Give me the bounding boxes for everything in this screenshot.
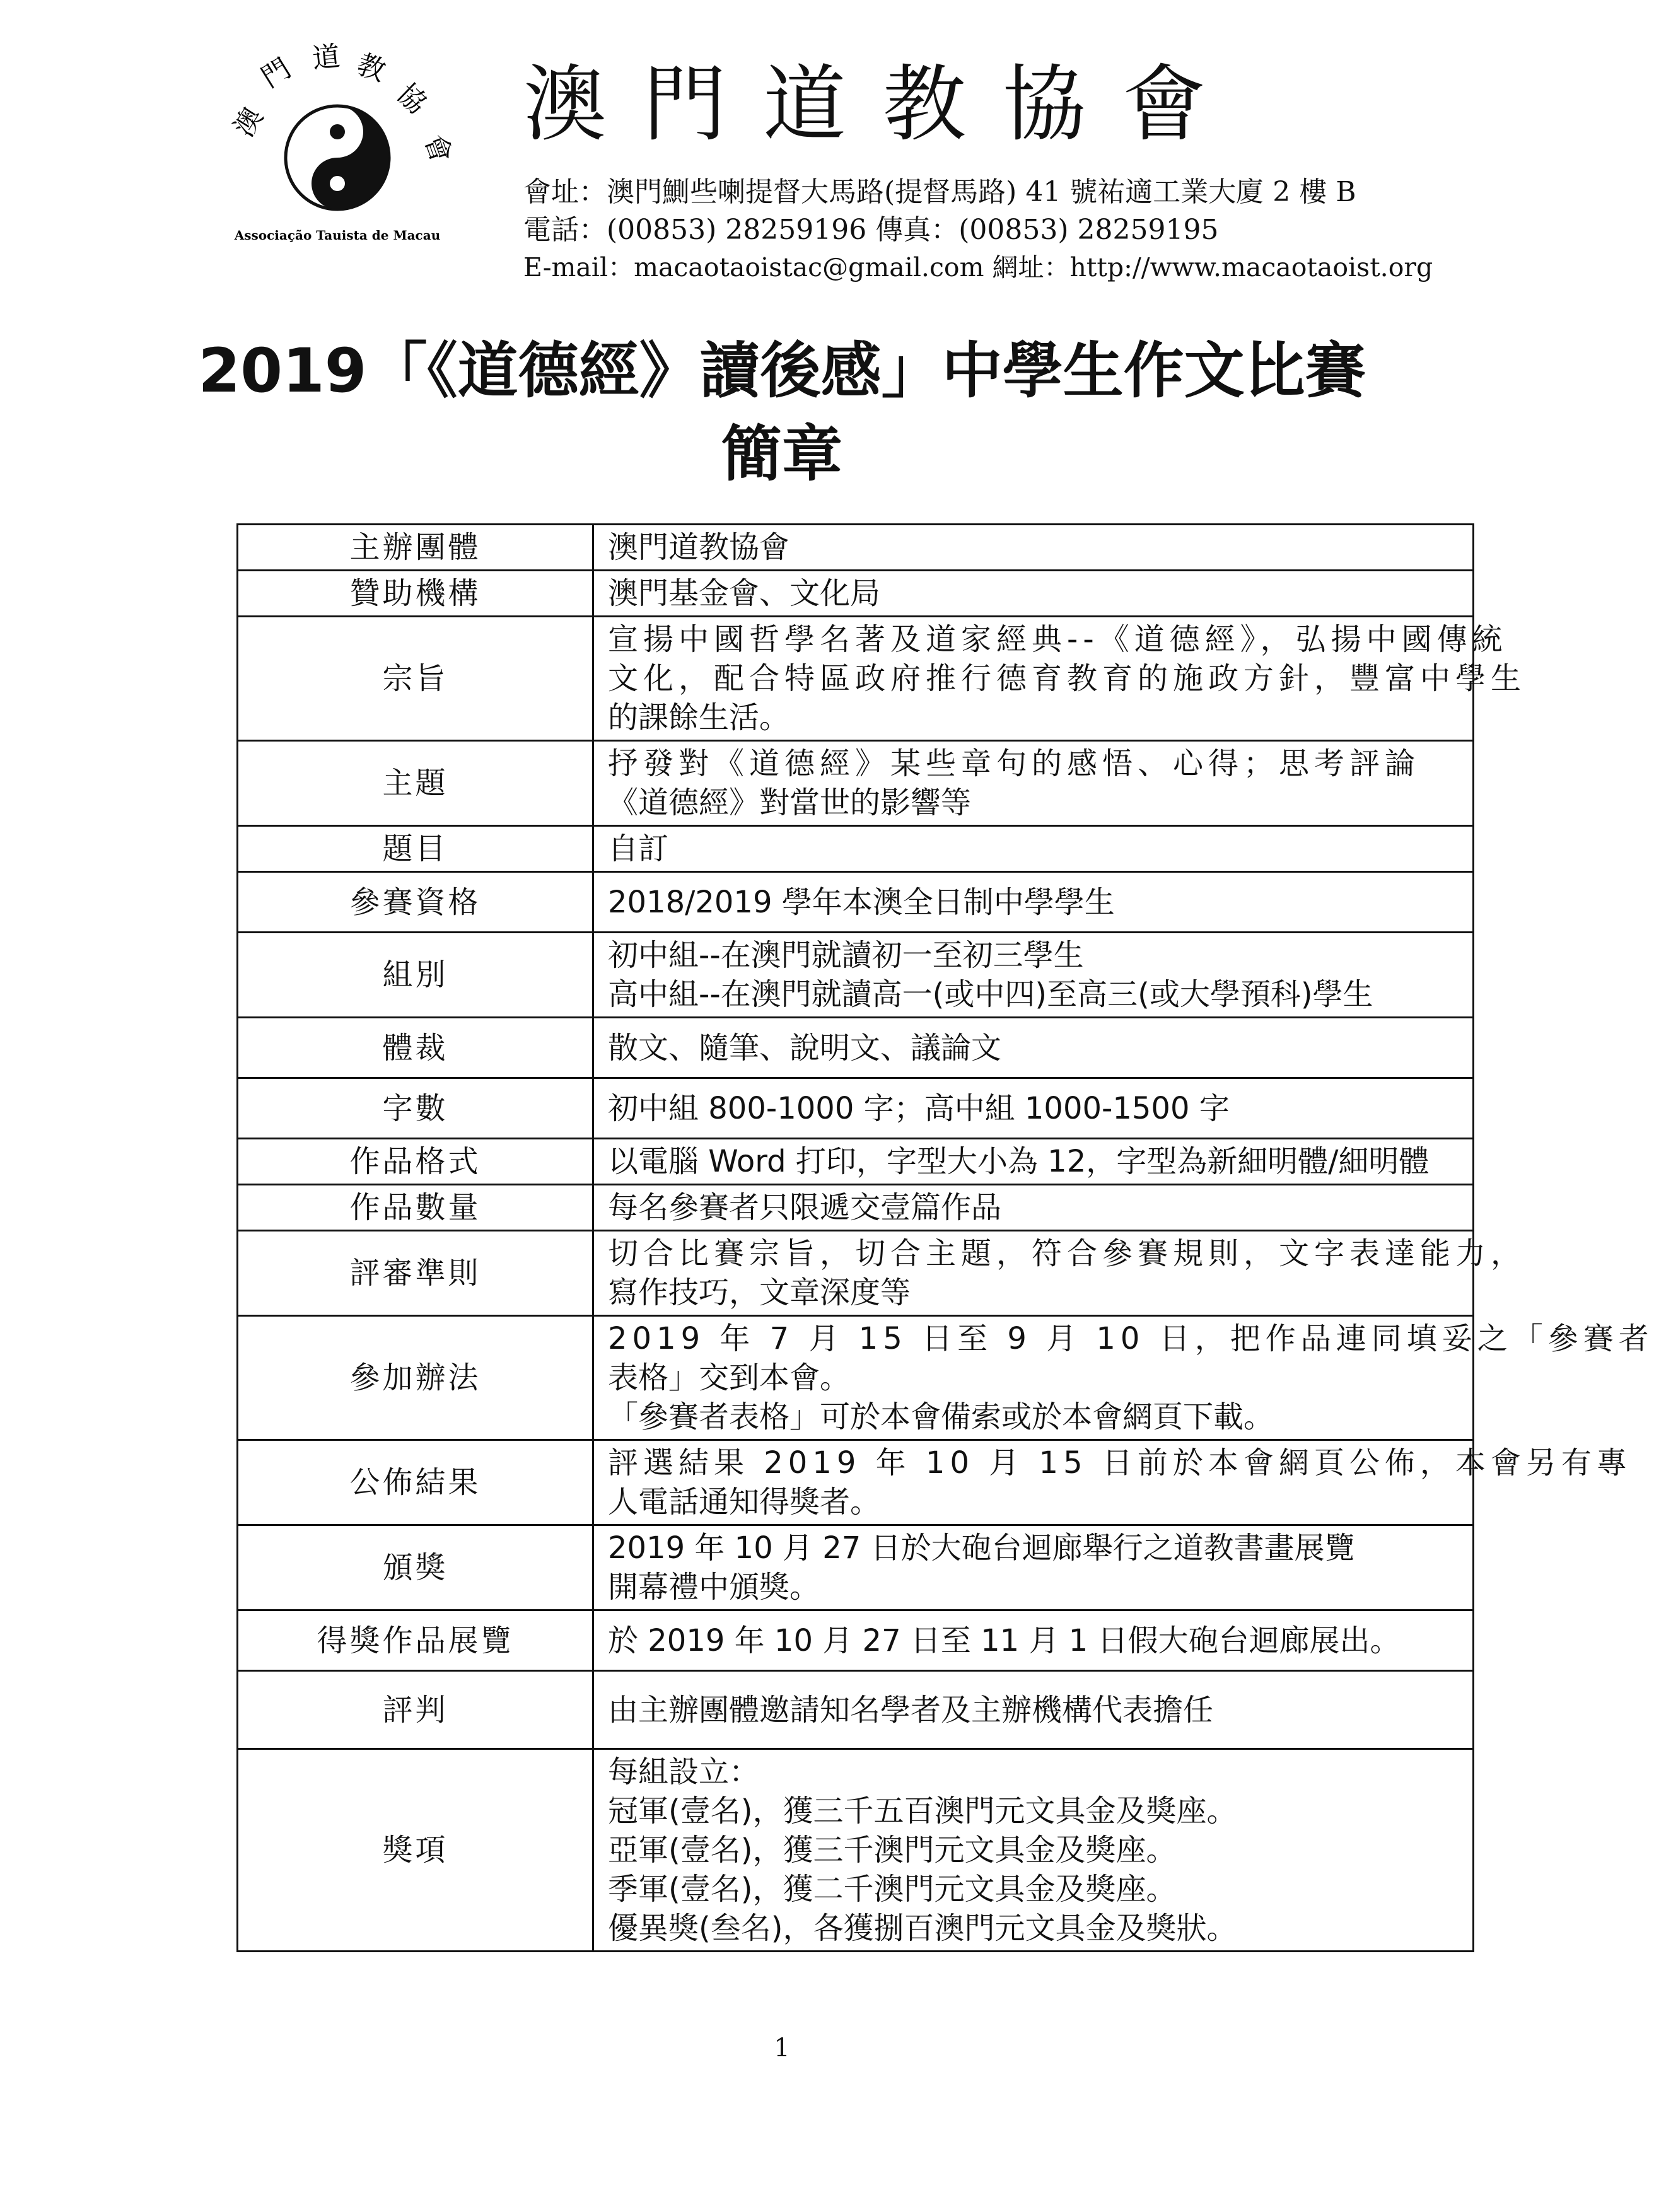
rules-row-value-line: 初中組 800-1000 字；高中組 1000-1500 字 (608, 1090, 1230, 1126)
rules-row (238, 1440, 1474, 1525)
logo-ring-char: 協 (390, 78, 433, 120)
logo-ring-char: 澳 (228, 102, 270, 143)
rules-row (238, 571, 1474, 617)
rules-row-label: 主辦團體 (238, 525, 593, 571)
rules-row (238, 1185, 1474, 1231)
rules-row-value (593, 1078, 1474, 1139)
logo-ring-char: 門 (255, 52, 297, 95)
rules-row-value (593, 1316, 1654, 1440)
rules-row-value (593, 741, 1474, 826)
rules-row-label: 獎項 (238, 1749, 593, 1952)
rules-row-label: 組別 (238, 933, 593, 1018)
rules-row-label: 贊助機構 (238, 571, 593, 617)
rules-row-label: 作品數量 (238, 1185, 593, 1231)
logo-caption: Associação Tauista de Macau (234, 228, 441, 243)
rules-row-label: 題目 (238, 826, 593, 872)
email-web-line: E-mail：macaotaoistac@gmail.com 網址：http://www.macaotaoist.org (523, 252, 1433, 282)
rules-row-value-line: 的課餘生活。 (608, 700, 790, 735)
rules-row (238, 1078, 1474, 1139)
rules-row-value-line: 寫作技巧，文章深度等 (608, 1275, 911, 1310)
rules-row-label: 字數 (238, 1078, 593, 1139)
rules-row-value-line: 每名參賽者只限遞交壹篇作品 (608, 1190, 1002, 1225)
rules-row-value-line: 於 2019 年 10 月 27 日至 11 月 1 日假大砲台迴廊展出。 (608, 1622, 1401, 1658)
rules-row-label: 主題 (238, 741, 593, 826)
rules-row (238, 933, 1474, 1018)
address-line: 會址：澳門鰂些喇提督大馬路(提督馬路) 41 號祐適工業大廈 2 樓 B (523, 176, 1356, 208)
rules-row-label: 評判 (238, 1671, 593, 1749)
rules-row-label: 參賽資格 (238, 872, 593, 933)
rules-row-label: 評審準則 (238, 1231, 593, 1316)
rules-row-value (593, 1139, 1474, 1185)
rules-row (238, 1671, 1474, 1749)
document-subtitle: 簡章 (721, 419, 842, 489)
yin-yang-logo-icon (224, 40, 458, 246)
logo-ring-char: 教 (352, 48, 390, 88)
logo-ring-char: 會 (417, 130, 458, 168)
phone-fax-line: 電話：(00853) 28259196 傳真：(00853) 28259195 (523, 214, 1219, 246)
document-title: 2019「《道德經》讀後感」中學生作文比賽 (198, 335, 1366, 406)
rules-row (238, 1525, 1474, 1610)
rules-row-value-line: 散文、隨筆、說明文、議論文 (608, 1030, 1002, 1066)
rules-row-value-line: 初中組--在澳門就讀初一至初三學生 (608, 938, 1084, 973)
rules-row-value (593, 1231, 1527, 1316)
rules-row-value-line: 人電話通知得獎者。 (608, 1484, 881, 1520)
rules-row (238, 617, 1474, 741)
rules-row-value (593, 1440, 1632, 1525)
rules-row-value-line: 文化，配合特區政府推行德育教育的施政方針，豐富中學生 (608, 661, 1527, 696)
rules-row-value-line: 每組設立： (608, 1754, 760, 1790)
rules-row-value-line: 「參賽者表格」可於本會備索或於本會網頁下載。 (608, 1399, 1274, 1435)
page-number: 1 (774, 2034, 790, 2063)
rules-row (238, 525, 1474, 571)
rules-row (238, 1139, 1474, 1185)
rules-row-value (593, 1610, 1474, 1671)
rules-row-label: 公佈結果 (238, 1440, 593, 1525)
rules-row-label: 體裁 (238, 1018, 593, 1078)
logo-ring-char: 道 (310, 40, 342, 75)
rules-row (238, 826, 1474, 872)
rules-row-value-line: 2019 年 7 月 15 日至 9 月 10 日，把作品連同填妥之「參賽者 (608, 1321, 1654, 1356)
rules-row-value-line: 宣揚中國哲學名著及道家經典--《道德經》，弘揚中國傳統 (608, 622, 1508, 657)
rules-row-label: 作品格式 (238, 1139, 593, 1185)
rules-row-value-line: 高中組--在澳門就讀高一(或中四)至高三(或大學預科)學生 (608, 977, 1373, 1012)
rules-row-value (593, 826, 1474, 872)
rules-row-value-line: 2019 年 10 月 27 日於大砲台迴廊舉行之道教書畫展覽 (608, 1530, 1355, 1566)
rules-row-value-line: 季軍(壹名)，獲二千澳門元文具金及獎座。 (608, 1871, 1177, 1907)
rules-row-value (593, 571, 1474, 617)
rules-row-value (593, 525, 1474, 571)
rules-row (238, 872, 1474, 933)
rules-row-value (593, 1749, 1474, 1952)
rules-row-value-line: 切合比賽宗旨，切合主題，符合參賽規則，文字表達能力， (608, 1236, 1527, 1271)
rules-table (236, 523, 1654, 1952)
rules-row-label: 宗旨 (238, 617, 593, 741)
rules-row-value-line: 亞軍(壹名)，獲三千澳門元文具金及獎座。 (608, 1832, 1177, 1868)
rules-row (238, 1018, 1474, 1078)
rules-row-value (593, 933, 1474, 1018)
rules-row-value-line: 澳門道教協會 (608, 530, 790, 565)
rules-row-value-line: 冠軍(壹名)，獲三千五百澳門元文具金及獎座。 (608, 1793, 1237, 1829)
rules-row-label: 得獎作品展覽 (238, 1610, 593, 1671)
rules-row-label: 參加辦法 (238, 1316, 593, 1440)
rules-row-value (593, 1525, 1474, 1610)
rules-row-value (593, 872, 1474, 933)
rules-row-value (593, 1018, 1474, 1078)
rules-row (238, 1610, 1474, 1671)
rules-row-value (593, 617, 1527, 741)
rules-row-value-line: 由主辦團體邀請知名學者及主辦機構代表擔任 (608, 1692, 1214, 1728)
organization-name: 澳門道教協會 (523, 56, 1242, 153)
rules-row-value-line: 表格」交到本會。 (608, 1360, 851, 1395)
rules-row-value-line: 自訂 (608, 831, 669, 866)
rules-row (238, 741, 1474, 826)
rules-row-value (593, 1185, 1474, 1231)
rules-row (238, 1231, 1474, 1316)
rules-row-value-line: 以電腦 Word 打印，字型大小為 12，字型為新細明體/細明體 (608, 1144, 1430, 1179)
rules-row-value-line: 優異獎(叁名)，各獲捌百澳門元文具金及獎狀。 (608, 1911, 1237, 1946)
rules-row-value-line: 評選結果 2019 年 10 月 15 日前於本會網頁公佈，本會另有專 (608, 1445, 1632, 1481)
rules-row (238, 1749, 1474, 1952)
rules-row-value (593, 1671, 1474, 1749)
rules-row-value-line: 抒發對《道德經》某些章句的感悟、心得；思考評論 (608, 746, 1421, 781)
association-logo (224, 40, 458, 246)
rules-row-label: 頒獎 (238, 1525, 593, 1610)
rules-row-value-line: 2018/2019 學年本澳全日制中學學生 (608, 884, 1115, 920)
rules-row-value-line: 澳門基金會、文化局 (608, 576, 881, 611)
rules-row-value-line: 《道德經》對當世的影響等 (608, 785, 972, 820)
rules-row-value-line: 開幕禮中頒獎。 (608, 1569, 820, 1605)
rules-row (238, 1316, 1474, 1440)
